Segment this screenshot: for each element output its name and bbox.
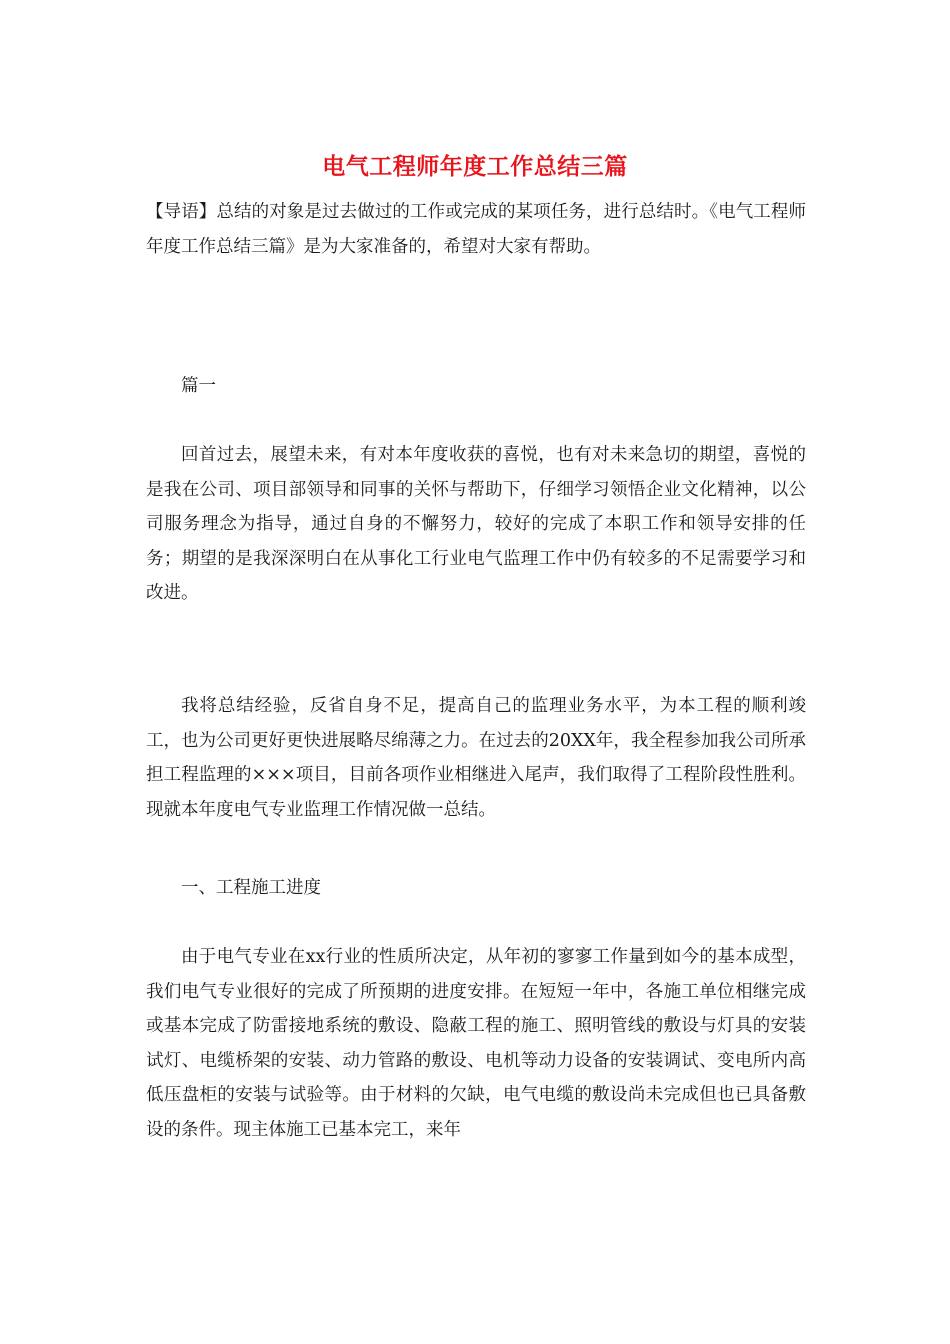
paragraph-1 [146,438,806,611]
paragraph-1-text: 回首过去，展望未来，有对本年度收获的喜悦，也有对未来急切的期望，喜悦的是我在公司、项目部领导和同事的关怀与帮助下，仔细学习领悟企业文化精神，以公司服务理念为指导，通过自身的不懈努力，较好的完成了本职工作和领导安排的任务；期望的是我深深明白在从事化工行业电气监理工作中仍有较多的不足需要学习和改进。 [146,445,806,603]
document-title: 电气工程师年度工作总结三篇 [322,153,628,180]
section-heading-text: 一、工程施工进度 [181,878,321,898]
section-heading [146,871,806,906]
paragraph-2-text: 我将总结经验，反省自身不足，提高自己的监理业务水平，为本工程的顺利竣工，也为公司更好更快进展略尽绵薄之力。在过去的20XX年，我全程参加我公司所承担工程监理的×××项目，目前各项作业相继进入尾声，我们取得了工程阶段性胜利。现就本年度电气专业监理工作情况做一总结。 [146,696,806,820]
paragraph-2 [146,689,806,827]
paragraph-3-text: 由于电气专业在xx行业的性质所决定，从年初的寥寥工作量到如今的基本成型，我们电气专业很好的完成了所预期的进度安排。在短短一年中，各施工单位相继完成或基本完成了防雷接地系统的敷设、隐蔽工程的施工、照明管线的敷设与灯具的安装试灯、电缆桥架的安装、动力管路的敷设、电机等动力设备的安装调试、变电所内高低压盘柜的安装与试验等。由于材料的欠缺，电气电缆的敷设尚未完成但也已具备敷设的条件。现主体施工已基本完工，来年 [146,947,806,1140]
paragraph-3 [146,940,806,1147]
section-label-text: 篇一 [181,376,216,396]
intro-paragraph [146,195,806,264]
intro-text: 【导语】总结的对象是过去做过的工作或完成的某项任务，进行总结时。《电气工程师年度工作总结三篇》是为大家准备的，希望对大家有帮助。 [146,202,806,257]
section-label [146,369,806,404]
